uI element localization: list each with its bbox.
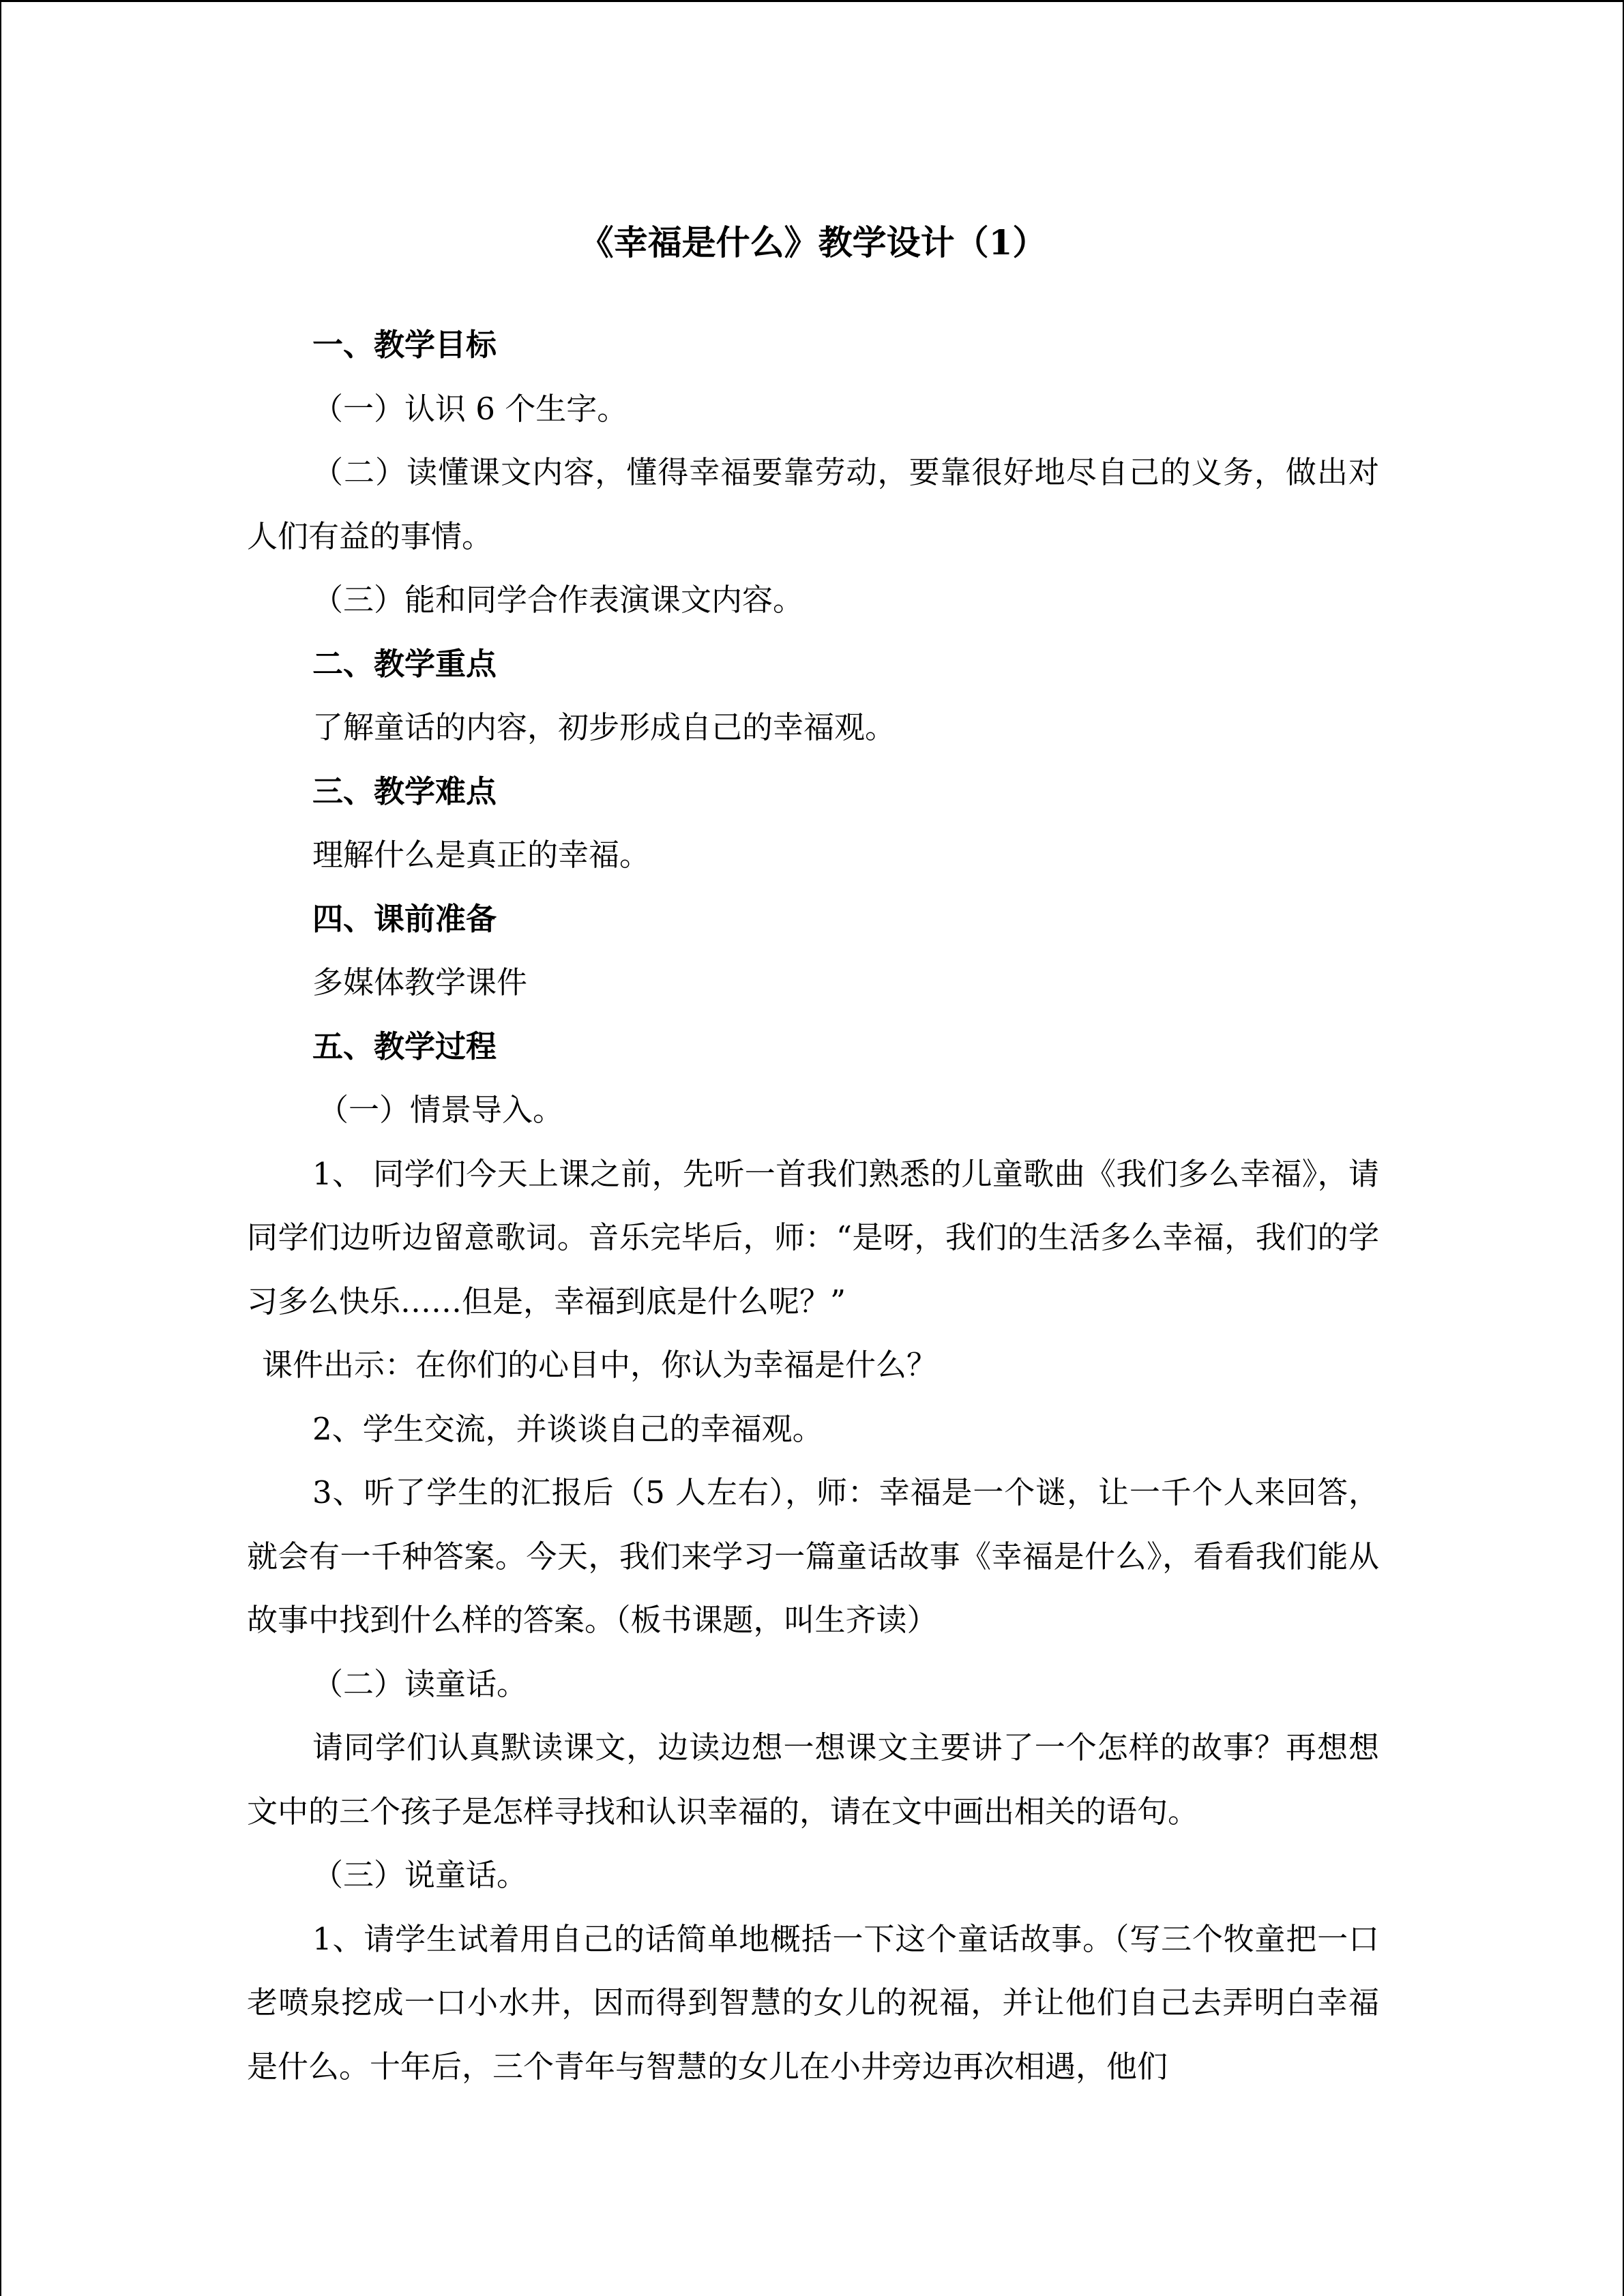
paragraph: （三）说童话。: [312, 1857, 528, 1893]
section-heading: 四、课前准备: [312, 900, 497, 937]
section-heading: 二、教学重点: [312, 645, 497, 682]
paragraph: 1、 同学们今天上课之前，先听一首我们熟悉的儿童歌曲《我们多么幸福》，请同学们边听边留意歌词。音乐完毕后，师：“是呀，我们的生活多么幸福，我们的学习多么快乐……但是，幸福到底是什么呢？”: [247, 1155, 1379, 1320]
paragraph: 2、学生交流，并谈谈自己的幸福观。: [312, 1410, 823, 1447]
section-heading: 一、教学目标: [312, 327, 497, 363]
paragraph: 1、请学生试着用自己的话简单地概括一下这个童话故事。（写三个牧童把一口老喷泉挖成一口小水井，因而得到智慧的女儿的祝福，并让他们自己去弄明白幸福是什么。十年后，三个青年与智慧的女儿在小井旁边再次相遇，他们: [247, 1920, 1379, 2085]
document-title: 《幸福是什么》教学设计（1）: [579, 222, 1047, 263]
section-heading: 三、教学难点: [312, 773, 497, 809]
paragraph: （一）情景导入。: [318, 1092, 564, 1128]
paragraph: 多媒体教学课件: [312, 964, 528, 1000]
paragraph: 3、听了学生的汇报后（5 人左右），师：幸福是一个谜，让一千个人来回答，就会有一千种答案。今天，我们来学习一篇童话故事《幸福是什么》，看看我们能从故事中找到什么样的答案。（板书课题，叫生齐读）: [247, 1474, 1379, 1638]
paragraph: （一）认识 6 个生字。: [312, 390, 628, 427]
paragraph: 了解童话的内容，初步形成自己的幸福观。: [312, 709, 896, 745]
paragraph: （二）读童话。: [312, 1665, 528, 1702]
paragraph: 理解什么是真正的幸福。: [312, 837, 651, 873]
paragraph: 课件出示：在你们的心目中，你认为幸福是什么？: [262, 1347, 938, 1383]
document-body: [247, 212, 1379, 2098]
paragraph-list: [247, 313, 1379, 2098]
section-heading: 五、教学过程: [312, 1028, 497, 1064]
paragraph: （三）能和同学合作表演课文内容。: [312, 582, 804, 618]
paragraph: （二）读懂课文内容，懂得幸福要靠劳动，要靠很好地尽自己的义务，做出对人们有益的事情。: [247, 454, 1379, 554]
paragraph: 请同学们认真默读课文，边读边想一想课文主要讲了一个怎样的故事？再想想文中的三个孩子是怎样寻找和认识幸福的，请在文中画出相关的语句。: [247, 1729, 1379, 1830]
